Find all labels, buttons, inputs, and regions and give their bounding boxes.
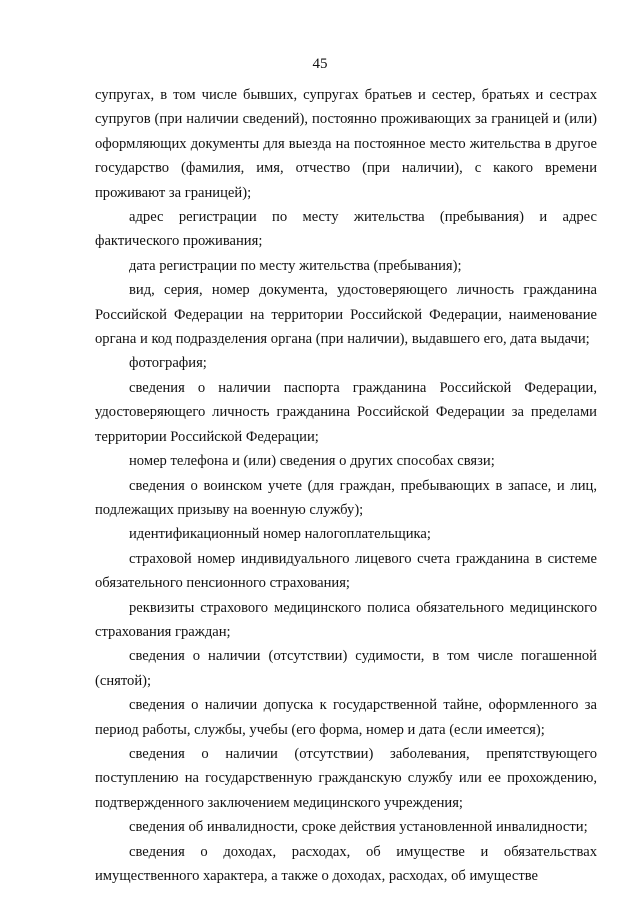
paragraph-medical-insurance: реквизиты страхового медицинского полиса обязательного медицинского страхования граждан; bbox=[95, 599, 597, 640]
paragraph-registration-date: дата регистрации по месту жительства (пребывания); bbox=[129, 257, 462, 274]
paragraph-pension-insurance: страховой номер индивидуального лицевого счета гражданина в системе обязательного пенсионного страхования; bbox=[95, 550, 597, 592]
paragraph-registration-address: адрес регистрации по месту жительства (пребывания) и адрес фактического проживания; bbox=[95, 209, 597, 250]
document-body bbox=[95, 83, 597, 888]
paragraph-phone: номер телефона и (или) сведения о других способах связи; bbox=[129, 453, 495, 470]
paragraph-disease: сведения о наличии (отсутствии) заболевания, препятствующего поступлению на государственную гражданскую службу или ее прохождению, подтвержденного заключением медицинского учреждения; bbox=[95, 745, 597, 811]
paragraph-identity-document: вид, серия, номер документа, удостоверяющего личность гражданина Российской Федерации на территории Российской Федерации, наименование органа и код подразделения органа (при наличии), выдавшего его, дата выдачи; bbox=[95, 282, 597, 348]
paragraph-state-secret-access: сведения о наличии допуска к государственной тайне, оформленного за период работы, службы, учебы (его форма, номер и дата (если имеется); bbox=[95, 697, 597, 738]
paragraph-continuation: супругах, в том числе бывших, супругах братьев и сестер, братьях и сестрах супругов (при наличии сведений), постоянно проживающих за границей и (или) оформляющих документы для выезда на постоянное место жительства в другое государство (фамилия, имя, отчество (при наличии), с какого времени проживают за границей); bbox=[95, 87, 597, 201]
paragraph-disability: сведения об инвалидности, сроке действия установленной инвалидности; bbox=[129, 819, 588, 836]
paragraph-military-record: сведения о воинском учете (для граждан, пребывающих в запасе, и лиц, подлежащих призыву на военную службу); bbox=[95, 477, 597, 518]
paragraph-foreign-passport: сведения о наличии паспорта гражданина Российской Федерации, удостоверяющего личность гражданина Российской Федерации за пределами территории Российской Федерации; bbox=[95, 379, 597, 445]
paragraph-tax-id: идентификационный номер налогоплательщика; bbox=[129, 526, 431, 543]
paragraph-income: сведения о доходах, расходах, об имуществе и обязательствах имущественного характера, а также о доходах, расходах, об имуществе bbox=[95, 843, 597, 884]
paragraph-photo: фотография; bbox=[129, 355, 207, 372]
paragraph-criminal-record: сведения о наличии (отсутствии) судимости, в том числе погашенной (снятой); bbox=[95, 648, 597, 689]
page-number: 45 bbox=[312, 56, 328, 72]
